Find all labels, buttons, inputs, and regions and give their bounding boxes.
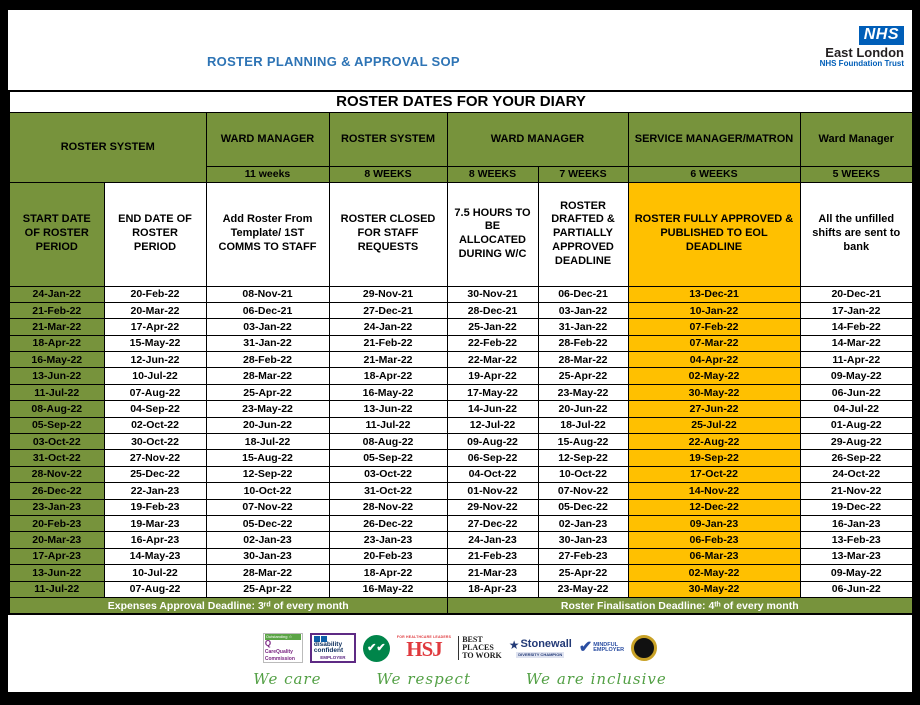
date-cell: 21-Mar-22: [329, 352, 447, 368]
date-cell: 11-Apr-22: [800, 352, 913, 368]
date-cell: 12-Jun-22: [104, 352, 206, 368]
date-cell: 18-Apr-23: [447, 581, 538, 597]
date-cell: 02-May-22: [628, 565, 800, 581]
trust-values: [8, 670, 912, 688]
date-cell: 26-Dec-22: [329, 515, 447, 531]
date-cell: 20-Mar-22: [104, 302, 206, 318]
date-cell: 01-Nov-22: [447, 483, 538, 499]
cqc-logo: [263, 633, 303, 663]
date-cell: 28-Feb-22: [538, 335, 628, 351]
date-cell: 29-Nov-22: [447, 499, 538, 515]
cqc-outstanding-label: Outstanding ☆: [265, 634, 301, 640]
table-row: [9, 499, 913, 515]
group-ward-manager-3: Ward Manager: [800, 112, 913, 166]
hsj-wordmark: HSJ: [406, 637, 442, 662]
date-cell: 07-Nov-22: [538, 483, 628, 499]
table-row: [9, 515, 913, 531]
date-cell: 12-Sep-22: [538, 450, 628, 466]
date-cell: 16-May-22: [329, 581, 447, 597]
date-cell: 30-May-22: [628, 384, 800, 400]
date-cell: 24-Jan-22: [9, 286, 104, 302]
table-row: [9, 532, 913, 548]
date-cell: 16-May-22: [9, 352, 104, 368]
date-cell: 06-Feb-23: [628, 532, 800, 548]
date-cell: 17-Jan-22: [800, 302, 913, 318]
date-cell: 15-May-22: [104, 335, 206, 351]
roster-table: [8, 90, 914, 615]
date-cell: 23-May-22: [538, 581, 628, 597]
date-cell: 11-Jul-22: [329, 417, 447, 433]
date-cell: 07-Nov-22: [206, 499, 329, 515]
date-cell: 18-Jul-22: [206, 434, 329, 450]
date-cell: 19-Sep-22: [628, 450, 800, 466]
cqc-q-mark: Q: [264, 639, 272, 648]
date-cell: 13-Mar-23: [800, 548, 913, 564]
date-cell: 10-Jul-22: [104, 368, 206, 384]
date-cell: 14-Jun-22: [447, 401, 538, 417]
best-places-line1: BEST: [462, 635, 483, 644]
date-cell: 10-Jan-22: [628, 302, 800, 318]
col-header-roster-closed: ROSTER CLOSED FOR STAFF REQUESTS: [329, 182, 447, 286]
table-row: [9, 581, 913, 597]
cqc-name-line2: Commission: [264, 656, 295, 662]
date-cell: 23-Jan-23: [9, 499, 104, 515]
expenses-deadline: Expenses Approval Deadline: 3ʳᵈ of every month: [9, 597, 447, 614]
date-cell: 23-Jan-23: [329, 532, 447, 548]
date-cell: 09-Jan-23: [628, 515, 800, 531]
group-ward-manager-2: WARD MANAGER: [447, 112, 628, 166]
date-cell: 30-May-22: [628, 581, 800, 597]
disability-confident-line1: disability: [313, 640, 343, 648]
date-cell: 14-Feb-22: [800, 319, 913, 335]
date-cell: 04-Oct-22: [447, 466, 538, 482]
date-cell: 31-Jan-22: [538, 319, 628, 335]
date-cell: 31-Oct-22: [329, 483, 447, 499]
nhs-logo: [820, 26, 904, 69]
nhs-logo-block: NHS: [859, 26, 904, 45]
cqc-name-line1: CareQuality: [264, 649, 293, 655]
date-cell: 08-Nov-21: [206, 286, 329, 302]
col-header-hours-allocated: 7.5 HOURS TO BE ALLOCATED DURING W/C: [447, 182, 538, 286]
date-cell: 20-Jun-22: [538, 401, 628, 417]
value-we-are-inclusive: We are inclusive: [525, 670, 667, 688]
table-title: ROSTER DATES FOR YOUR DIARY: [9, 91, 913, 112]
weeks-8b: 8 WEEKS: [447, 166, 538, 182]
date-cell: 25-Apr-22: [538, 368, 628, 384]
mindful-check-icon: ✔: [578, 639, 593, 656]
weeks-5: 5 WEEKS: [800, 166, 913, 182]
disability-confident-line2: confident: [313, 647, 344, 655]
date-cell: 13-Dec-21: [628, 286, 800, 302]
table-title-row: [9, 91, 913, 112]
date-cell: 20-Feb-23: [329, 548, 447, 564]
col-header-unfilled-shifts: All the unfilled shifts are sent to bank: [800, 182, 913, 286]
date-cell: 02-Jan-23: [206, 532, 329, 548]
weeks-7: 7 WEEKS: [538, 166, 628, 182]
date-cell: 27-Jun-22: [628, 401, 800, 417]
page-frame: [8, 10, 912, 692]
date-cell: 30-Oct-22: [104, 434, 206, 450]
date-cell: 27-Dec-21: [329, 302, 447, 318]
date-cell: 23-May-22: [206, 401, 329, 417]
date-cell: 24-Jan-22: [329, 319, 447, 335]
stonewall-wordmark: Stonewall: [520, 638, 572, 650]
table-row: [9, 450, 913, 466]
date-cell: 25-Apr-22: [538, 565, 628, 581]
healthy-workplace-icon: [631, 635, 657, 661]
date-cell: 18-Apr-22: [329, 565, 447, 581]
date-cell: 21-Nov-22: [800, 483, 913, 499]
date-cell: 11-Jul-22: [9, 581, 104, 597]
group-service-manager: SERVICE MANAGER/MATRON: [628, 112, 800, 166]
deadline-row: [9, 597, 913, 614]
date-cell: 30-Jan-23: [538, 532, 628, 548]
date-cell: 13-Jun-22: [9, 368, 104, 384]
date-cell: 03-Oct-22: [9, 434, 104, 450]
date-cell: 15-Aug-22: [538, 434, 628, 450]
roster-table-body: [9, 286, 913, 597]
date-cell: 07-Feb-22: [628, 319, 800, 335]
mindful-line2: EMPLOYER: [593, 647, 625, 653]
date-cell: 14-May-23: [104, 548, 206, 564]
hsj-tagline: FOR HEALTHCARE LEADERS: [396, 634, 452, 639]
date-cell: 21-Mar-22: [9, 319, 104, 335]
date-cell: 08-Aug-22: [329, 434, 447, 450]
date-cell: 30-Jan-23: [206, 548, 329, 564]
date-cell: 13-Jun-22: [9, 565, 104, 581]
date-cell: 28-Mar-22: [538, 352, 628, 368]
date-cell: 03-Jan-22: [206, 319, 329, 335]
date-cell: 16-Apr-23: [104, 532, 206, 548]
date-cell: 23-May-22: [538, 384, 628, 400]
date-cell: 25-Apr-22: [206, 581, 329, 597]
date-cell: 18-Apr-22: [329, 368, 447, 384]
date-cell: 11-Jul-22: [9, 384, 104, 400]
value-we-respect: We respect: [376, 670, 471, 688]
date-cell: 20-Mar-23: [9, 532, 104, 548]
date-cell: 07-Mar-22: [628, 335, 800, 351]
stonewall-champion-label: DIVERSITY CHAMPION: [518, 651, 563, 657]
stonewall-logo: [509, 639, 572, 658]
date-cell: 02-Jan-23: [538, 515, 628, 531]
finalisation-deadline: Roster Finalisation Deadline: 4ᵗʰ of every month: [447, 597, 913, 614]
date-cell: 29-Nov-21: [329, 286, 447, 302]
col-header-roster-drafted: ROSTER DRAFTED & PARTIALLY APPROVED DEADLINE: [538, 182, 628, 286]
table-row: [9, 434, 913, 450]
col-header-fully-approved: ROSTER FULLY APPROVED & PUBLISHED TO EOL DEADLINE: [628, 182, 800, 286]
date-cell: 26-Sep-22: [800, 450, 913, 466]
best-places-logo: [458, 636, 502, 660]
table-row: [9, 384, 913, 400]
date-cell: 25-Jan-22: [447, 319, 538, 335]
best-places-line2: PLACES: [462, 643, 494, 652]
date-cell: 28-Mar-22: [206, 368, 329, 384]
date-cell: 28-Nov-22: [9, 466, 104, 482]
date-cell: 22-Aug-22: [628, 434, 800, 450]
date-cell: 21-Mar-23: [447, 565, 538, 581]
date-cell: 22-Mar-22: [447, 352, 538, 368]
date-cell: 25-Dec-22: [104, 466, 206, 482]
date-cell: 24-Jan-23: [447, 532, 538, 548]
date-cell: 05-Sep-22: [9, 417, 104, 433]
date-cell: 08-Aug-22: [9, 401, 104, 417]
date-cell: 19-Dec-22: [800, 499, 913, 515]
date-cell: 17-Apr-23: [9, 548, 104, 564]
date-cell: 21-Feb-22: [329, 335, 447, 351]
date-cell: 05-Sep-22: [329, 450, 447, 466]
date-cell: 14-Nov-22: [628, 483, 800, 499]
date-cell: 27-Feb-23: [538, 548, 628, 564]
table-row: [9, 352, 913, 368]
date-cell: 06-Mar-23: [628, 548, 800, 564]
date-cell: 06-Dec-21: [538, 286, 628, 302]
date-cell: 02-Oct-22: [104, 417, 206, 433]
date-cell: 09-May-22: [800, 565, 913, 581]
date-cell: 18-Apr-22: [9, 335, 104, 351]
date-cell: 06-Jun-22: [800, 581, 913, 597]
date-cell: 02-May-22: [628, 368, 800, 384]
date-cell: 31-Jan-22: [206, 335, 329, 351]
date-cell: 16-Jan-23: [800, 515, 913, 531]
table-row: [9, 565, 913, 581]
best-places-line3: TO WORK: [462, 651, 502, 660]
date-cell: 26-Dec-22: [9, 483, 104, 499]
date-cell: 22-Feb-22: [447, 335, 538, 351]
date-cell: 22-Jan-23: [104, 483, 206, 499]
hsj-logo: [397, 636, 451, 661]
stonewall-star-icon: ★: [508, 637, 520, 652]
date-cell: 05-Dec-22: [206, 515, 329, 531]
date-cell: 28-Dec-21: [447, 302, 538, 318]
date-cell: 10-Oct-22: [206, 483, 329, 499]
date-cell: 28-Nov-22: [329, 499, 447, 515]
date-cell: 19-Apr-22: [447, 368, 538, 384]
table-row: [9, 286, 913, 302]
weeks-11: 11 weeks: [206, 166, 329, 182]
date-cell: 19-Mar-23: [104, 515, 206, 531]
mindful-line1: MINDFUL: [593, 641, 618, 648]
weeks-8a: 8 WEEKS: [329, 166, 447, 182]
doc-title: ROSTER PLANNING & APPROVAL SOP: [206, 54, 460, 69]
column-header-row: [9, 182, 913, 286]
col-header-start-date: START DATE OF ROSTER PERIOD: [9, 182, 104, 286]
date-cell: 12-Jul-22: [447, 417, 538, 433]
date-cell: 10-Oct-22: [538, 466, 628, 482]
date-cell: 21-Feb-22: [9, 302, 104, 318]
date-cell: 10-Jul-22: [104, 565, 206, 581]
disability-confident-logo: [310, 633, 356, 663]
date-cell: 03-Jan-22: [538, 302, 628, 318]
date-cell: 20-Jun-22: [206, 417, 329, 433]
date-cell: 04-Apr-22: [628, 352, 800, 368]
date-cell: 14-Mar-22: [800, 335, 913, 351]
table-row: [9, 302, 913, 318]
date-cell: 09-May-22: [800, 368, 913, 384]
date-cell: 17-May-22: [447, 384, 538, 400]
date-cell: 20-Feb-22: [104, 286, 206, 302]
date-cell: 15-Aug-22: [206, 450, 329, 466]
date-cell: 12-Sep-22: [206, 466, 329, 482]
weeks-6: 6 WEEKS: [628, 166, 800, 182]
date-cell: 13-Feb-23: [800, 532, 913, 548]
date-cell: 13-Jun-22: [329, 401, 447, 417]
table-row: [9, 417, 913, 433]
mindful-employer-logo: [579, 640, 624, 656]
date-cell: 07-Aug-22: [104, 581, 206, 597]
table-row: [9, 335, 913, 351]
nhs-org-name: East London: [825, 44, 904, 60]
date-cell: 21-Feb-23: [447, 548, 538, 564]
table-row: [9, 466, 913, 482]
date-cell: 06-Sep-22: [447, 450, 538, 466]
date-cell: 17-Oct-22: [628, 466, 800, 482]
table-row: [9, 401, 913, 417]
date-cell: 29-Aug-22: [800, 434, 913, 450]
date-cell: 12-Dec-22: [628, 499, 800, 515]
group-roster-system-2: ROSTER SYSTEM: [329, 112, 447, 166]
table-row: [9, 548, 913, 564]
col-header-end-date: END DATE OF ROSTER PERIOD: [104, 182, 206, 286]
manager-group-row: [9, 112, 913, 166]
date-cell: 01-Aug-22: [800, 417, 913, 433]
date-cell: 04-Jul-22: [800, 401, 913, 417]
date-cell: 24-Oct-22: [800, 466, 913, 482]
table-row: [9, 319, 913, 335]
nhs-sub-name: NHS Foundation Trust: [819, 58, 904, 68]
group-roster-system-left: ROSTER SYSTEM: [9, 112, 206, 182]
date-cell: 06-Dec-21: [206, 302, 329, 318]
date-cell: 27-Nov-22: [104, 450, 206, 466]
value-we-care: We care: [253, 670, 322, 688]
date-cell: 31-Oct-22: [9, 450, 104, 466]
date-cell: 07-Aug-22: [104, 384, 206, 400]
date-cell: 25-Jul-22: [628, 417, 800, 433]
table-row: [9, 483, 913, 499]
positive-about-disabled-icon: ✔✔: [363, 635, 390, 662]
date-cell: 03-Oct-22: [329, 466, 447, 482]
date-cell: 27-Dec-22: [447, 515, 538, 531]
date-cell: 28-Feb-22: [206, 352, 329, 368]
date-cell: 06-Jun-22: [800, 384, 913, 400]
date-cell: 09-Aug-22: [447, 434, 538, 450]
date-cell: 17-Apr-22: [104, 319, 206, 335]
date-cell: 20-Feb-23: [9, 515, 104, 531]
date-cell: 25-Apr-22: [206, 384, 329, 400]
col-header-add-roster: Add Roster From Template/ 1ST COMMS TO STAFF: [206, 182, 329, 286]
disability-confident-employer-label: EMPLOYER: [320, 654, 346, 660]
date-cell: 28-Mar-22: [206, 565, 329, 581]
date-cell: 05-Dec-22: [538, 499, 628, 515]
table-row: [9, 368, 913, 384]
date-cell: 20-Dec-21: [800, 286, 913, 302]
date-cell: 18-Jul-22: [538, 417, 628, 433]
date-cell: 30-Nov-21: [447, 286, 538, 302]
group-ward-manager-1: WARD MANAGER: [206, 112, 329, 166]
date-cell: 04-Sep-22: [104, 401, 206, 417]
accreditation-logos: [8, 630, 912, 666]
date-cell: 19-Feb-23: [104, 499, 206, 515]
date-cell: 16-May-22: [329, 384, 447, 400]
